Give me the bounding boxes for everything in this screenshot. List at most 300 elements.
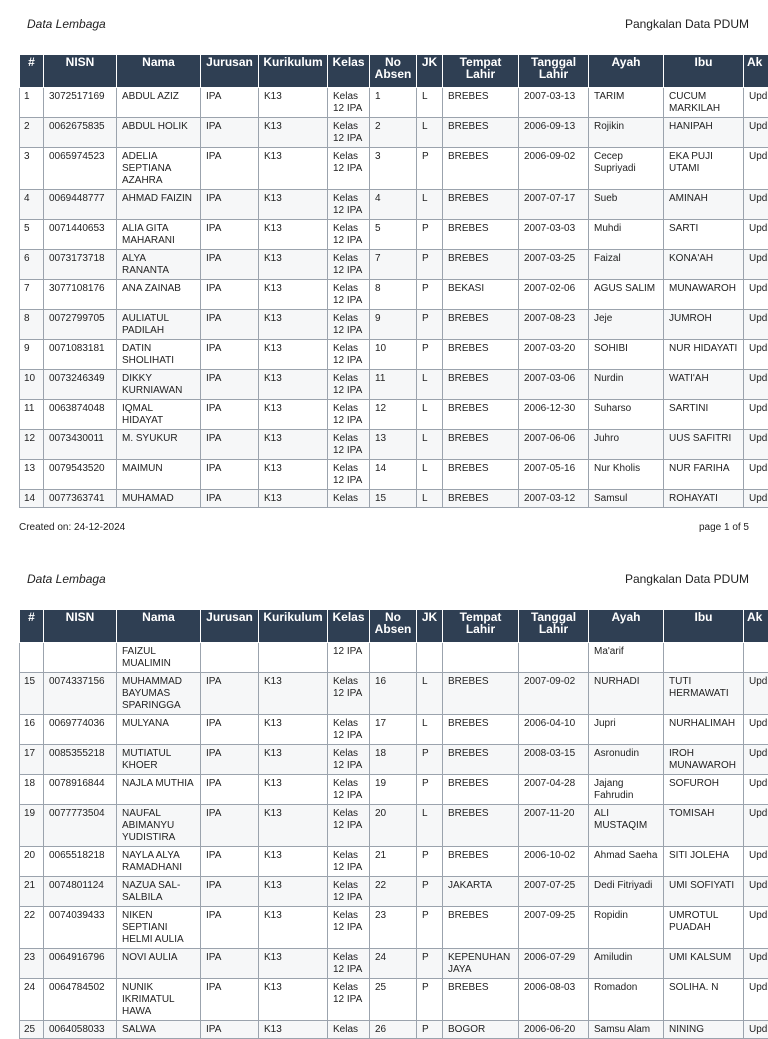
cell-kelas: Kelas 12 IPA [328, 907, 370, 949]
cell-kurikulum: K13 [259, 88, 328, 118]
cell-ak: Upd [744, 745, 768, 775]
column-header-ak: Ak [744, 610, 768, 643]
cell-no: 16 [20, 715, 44, 745]
table-row [20, 775, 768, 805]
cell-jurusan: IPA [201, 460, 259, 490]
cell-ibu: SOFUROH [664, 775, 744, 805]
cell-tempat-lahir: KEPENUHAN JAYA [443, 949, 519, 979]
cell-nisn: 0073173718 [44, 250, 117, 280]
cell-nama: SALWA [117, 1021, 201, 1039]
cell-ak: Upd [744, 310, 768, 340]
cell-jurusan [201, 643, 259, 673]
cell-kurikulum: K13 [259, 400, 328, 430]
cell-no-absen: 20 [370, 805, 417, 847]
cell-nama: DATIN SHOLIHATI [117, 340, 201, 370]
cell-tanggal-lahir: 2006-06-20 [519, 1021, 589, 1039]
cell-jk: P [417, 877, 443, 907]
cell-nisn: 0064784502 [44, 979, 117, 1021]
cell-ibu: UMI KALSUM [664, 949, 744, 979]
cell-jk: P [417, 847, 443, 877]
cell-ak: Upd [744, 340, 768, 370]
cell-tempat-lahir [443, 643, 519, 673]
cell-nisn: 0071440653 [44, 220, 117, 250]
cell-tanggal-lahir: 2007-09-25 [519, 907, 589, 949]
cell-jk: P [417, 340, 443, 370]
table-row [20, 745, 768, 775]
cell-tanggal-lahir: 2007-09-02 [519, 673, 589, 715]
cell-ibu: UMROTUL PUADAH [664, 907, 744, 949]
cell-ayah: Ropidin [589, 907, 664, 949]
cell-nama: DIKKY KURNIAWAN [117, 370, 201, 400]
cell-ak: Upd [744, 148, 768, 190]
cell-tempat-lahir: BREBES [443, 88, 519, 118]
cell-ak: Upd [744, 877, 768, 907]
cell-jurusan: IPA [201, 430, 259, 460]
cell-tempat-lahir: BREBES [443, 190, 519, 220]
cell-tanggal-lahir: 2007-02-06 [519, 280, 589, 310]
table-row [20, 877, 768, 907]
table-row [20, 280, 768, 310]
cell-no-absen: 22 [370, 877, 417, 907]
cell-tempat-lahir: BREBES [443, 250, 519, 280]
cell-kelas: Kelas 12 IPA [328, 370, 370, 400]
cell-no-absen: 3 [370, 148, 417, 190]
cell-jurusan: IPA [201, 907, 259, 949]
cell-tanggal-lahir: 2007-03-20 [519, 340, 589, 370]
cell-no: 5 [20, 220, 44, 250]
cell-no-absen: 12 [370, 400, 417, 430]
cell-ak: Upd [744, 1021, 768, 1039]
cell-nama: MUHAMMAD BAYUMAS SPARINGGA [117, 673, 201, 715]
cell-ayah: TARIM [589, 88, 664, 118]
cell-tanggal-lahir: 2008-03-15 [519, 745, 589, 775]
cell-ibu: UMI SOFIYATI [664, 877, 744, 907]
cell-no: 6 [20, 250, 44, 280]
cell-tanggal-lahir: 2007-04-28 [519, 775, 589, 805]
column-header-nisn: NISN [44, 610, 117, 643]
cell-nama: NOVI AULIA [117, 949, 201, 979]
cell-nisn: 0085355218 [44, 745, 117, 775]
column-header-ayah: Ayah [589, 610, 664, 643]
table-row [20, 220, 768, 250]
cell-jurusan: IPA [201, 745, 259, 775]
column-header-no: # [20, 610, 44, 643]
cell-nama: MUHAMAD [117, 490, 201, 508]
column-header-nama: Nama [117, 610, 201, 643]
cell-jk: L [417, 715, 443, 745]
cell-jk: P [417, 949, 443, 979]
cell-jk: L [417, 460, 443, 490]
table-row [20, 847, 768, 877]
cell-nama: AHMAD FAIZIN [117, 190, 201, 220]
column-header-no-absen: No Absen [370, 610, 417, 643]
cell-ibu: EKA PUJI UTAMI [664, 148, 744, 190]
cell-ibu: WATI'AH [664, 370, 744, 400]
cell-no-absen: 7 [370, 250, 417, 280]
cell-tanggal-lahir: 2007-08-23 [519, 310, 589, 340]
cell-ak: Upd [744, 490, 768, 508]
cell-tempat-lahir: BREBES [443, 400, 519, 430]
cell-ayah: SOHIBI [589, 340, 664, 370]
cell-nisn: 3077108176 [44, 280, 117, 310]
table-row [20, 490, 768, 508]
cell-nama: ABDUL HOLIK [117, 118, 201, 148]
cell-jk: P [417, 907, 443, 949]
cell-kurikulum: K13 [259, 979, 328, 1021]
cell-nama: M. SYUKUR [117, 430, 201, 460]
cell-no: 8 [20, 310, 44, 340]
cell-jk: P [417, 220, 443, 250]
cell-jk: L [417, 370, 443, 400]
cell-jurusan: IPA [201, 805, 259, 847]
cell-ayah: AGUS SALIM [589, 280, 664, 310]
cell-nama: MULYANA [117, 715, 201, 745]
cell-tanggal-lahir: 2007-03-13 [519, 88, 589, 118]
cell-ak: Upd [744, 949, 768, 979]
cell-nisn: 0071083181 [44, 340, 117, 370]
cell-ibu: UUS SAFITRI [664, 430, 744, 460]
header-row [20, 55, 768, 88]
cell-kelas: Kelas 12 IPA [328, 430, 370, 460]
cell-no: 9 [20, 340, 44, 370]
cell-no-absen: 1 [370, 88, 417, 118]
table-row [20, 340, 768, 370]
cell-nama: NUNIK IKRIMATUL HAWA [117, 979, 201, 1021]
cell-tanggal-lahir: 2007-03-06 [519, 370, 589, 400]
cell-tanggal-lahir: 2006-08-03 [519, 979, 589, 1021]
cell-ibu: NINING [664, 1021, 744, 1039]
cell-tempat-lahir: BREBES [443, 775, 519, 805]
cell-jk: P [417, 280, 443, 310]
cell-ibu: TUTI HERMAWATI [664, 673, 744, 715]
cell-ibu: SOLIHA. N [664, 979, 744, 1021]
cell-no: 10 [20, 370, 44, 400]
cell-tempat-lahir: BREBES [443, 118, 519, 148]
cell-jurusan: IPA [201, 220, 259, 250]
cell-nisn: 3072517169 [44, 88, 117, 118]
cell-ak: Upd [744, 88, 768, 118]
column-header-ak: Ak [744, 55, 768, 88]
cell-nisn: 0069774036 [44, 715, 117, 745]
table-row [20, 643, 768, 673]
cell-jurusan: IPA [201, 775, 259, 805]
cell-ak [744, 643, 768, 673]
cell-ibu: SARTI [664, 220, 744, 250]
cell-no: 11 [20, 400, 44, 430]
cell-kelas: Kelas 12 IPA [328, 673, 370, 715]
cell-tanggal-lahir: 2007-03-03 [519, 220, 589, 250]
cell-ayah: Jajang Fahrudin [589, 775, 664, 805]
cell-jk: P [417, 979, 443, 1021]
cell-tempat-lahir: BREBES [443, 340, 519, 370]
cell-ibu: KONA'AH [664, 250, 744, 280]
table-row [20, 1021, 768, 1039]
table-row [20, 979, 768, 1021]
cell-kurikulum [259, 643, 328, 673]
cell-kelas: Kelas 12 IPA [328, 979, 370, 1021]
cell-kurikulum: K13 [259, 118, 328, 148]
cell-ak: Upd [744, 847, 768, 877]
cell-tanggal-lahir: 2006-04-10 [519, 715, 589, 745]
cell-nisn [44, 643, 117, 673]
cell-ak: Upd [744, 250, 768, 280]
cell-nisn: 0069448777 [44, 190, 117, 220]
column-header-kelas: Kelas [328, 55, 370, 88]
cell-kelas: Kelas 12 IPA [328, 847, 370, 877]
cell-ayah: Faizal [589, 250, 664, 280]
table-row [20, 805, 768, 847]
cell-tempat-lahir: BREBES [443, 673, 519, 715]
column-header-jk: JK [417, 610, 443, 643]
cell-tempat-lahir: BEKASI [443, 280, 519, 310]
cell-kurikulum: K13 [259, 775, 328, 805]
cell-no: 3 [20, 148, 44, 190]
cell-tanggal-lahir: 2007-03-12 [519, 490, 589, 508]
cell-no-absen: 11 [370, 370, 417, 400]
cell-kurikulum: K13 [259, 370, 328, 400]
cell-kurikulum: K13 [259, 460, 328, 490]
cell-nama: NAYLA ALYA RAMADHANI [117, 847, 201, 877]
cell-no: 14 [20, 490, 44, 508]
cell-jurusan: IPA [201, 148, 259, 190]
cell-nisn: 0065974523 [44, 148, 117, 190]
cell-ayah: Romadon [589, 979, 664, 1021]
cell-nama: ALIA GITA MAHARANI [117, 220, 201, 250]
cell-nisn: 0062675835 [44, 118, 117, 148]
cell-nama: ALYA RANANTA [117, 250, 201, 280]
cell-nama: MUTIATUL KHOER [117, 745, 201, 775]
cell-kurikulum: K13 [259, 847, 328, 877]
cell-jurusan: IPA [201, 190, 259, 220]
cell-jurusan: IPA [201, 979, 259, 1021]
cell-nama: NAZUA SAL-SALBILA [117, 877, 201, 907]
cell-no-absen: 15 [370, 490, 417, 508]
cell-ayah: ALI MUSTAQIM [589, 805, 664, 847]
cell-no-absen: 25 [370, 979, 417, 1021]
cell-ak: Upd [744, 280, 768, 310]
student-table [19, 54, 768, 508]
table-row [20, 673, 768, 715]
cell-ibu: NURHALIMAH [664, 715, 744, 745]
cell-ayah: Ma'arif [589, 643, 664, 673]
cell-no-absen: 17 [370, 715, 417, 745]
cell-jk: P [417, 148, 443, 190]
cell-tanggal-lahir: 2007-05-16 [519, 460, 589, 490]
cell-ibu: SITI JOLEHA [664, 847, 744, 877]
cell-ayah: Suharso [589, 400, 664, 430]
cell-nisn: 0074039433 [44, 907, 117, 949]
cell-no-absen [370, 643, 417, 673]
cell-kurikulum: K13 [259, 310, 328, 340]
cell-no-absen: 19 [370, 775, 417, 805]
table-row [20, 118, 768, 148]
table-row [20, 715, 768, 745]
report-page [0, 555, 768, 1039]
cell-nisn: 0073430011 [44, 430, 117, 460]
cell-nama: NAUFAL ABIMANYU YUDISTIRA [117, 805, 201, 847]
cell-ibu: NUR HIDAYATI [664, 340, 744, 370]
column-header-kurikulum: Kurikulum [259, 55, 328, 88]
cell-nisn: 0072799705 [44, 310, 117, 340]
cell-nisn: 0073246349 [44, 370, 117, 400]
table-row [20, 907, 768, 949]
cell-ak: Upd [744, 370, 768, 400]
cell-kurikulum: K13 [259, 805, 328, 847]
cell-no-absen: 16 [370, 673, 417, 715]
cell-ak: Upd [744, 715, 768, 745]
cell-tempat-lahir: JAKARTA [443, 877, 519, 907]
cell-kurikulum: K13 [259, 715, 328, 745]
cell-tanggal-lahir: 2006-07-29 [519, 949, 589, 979]
cell-jk: P [417, 1021, 443, 1039]
cell-ak: Upd [744, 220, 768, 250]
cell-kurikulum: K13 [259, 430, 328, 460]
cell-jk: L [417, 805, 443, 847]
cell-ayah: Rojikin [589, 118, 664, 148]
cell-ibu: IROH MUNAWAROH [664, 745, 744, 775]
cell-no: 23 [20, 949, 44, 979]
cell-tempat-lahir: BREBES [443, 310, 519, 340]
cell-ibu: CUCUM MARKILAH [664, 88, 744, 118]
cell-nama: AULIATUL PADILAH [117, 310, 201, 340]
cell-tempat-lahir: BREBES [443, 490, 519, 508]
cell-nisn: 0064916796 [44, 949, 117, 979]
cell-kelas: Kelas 12 IPA [328, 745, 370, 775]
cell-kurikulum: K13 [259, 949, 328, 979]
table-row [20, 148, 768, 190]
cell-kurikulum: K13 [259, 907, 328, 949]
document-brand: Pangkalan Data PDUM [625, 17, 749, 31]
cell-ibu: ROHAYATI [664, 490, 744, 508]
cell-nisn: 0064058033 [44, 1021, 117, 1039]
cell-jurusan: IPA [201, 340, 259, 370]
cell-jurusan: IPA [201, 400, 259, 430]
cell-ibu: NUR FARIHA [664, 460, 744, 490]
cell-kelas: 12 IPA [328, 643, 370, 673]
cell-kelas: Kelas 12 IPA [328, 88, 370, 118]
table-row [20, 460, 768, 490]
page-footer [0, 508, 768, 555]
cell-ibu: HANIPAH [664, 118, 744, 148]
column-header-ayah: Ayah [589, 55, 664, 88]
cell-ibu: AMINAH [664, 190, 744, 220]
cell-tempat-lahir: BOGOR [443, 1021, 519, 1039]
cell-jurusan: IPA [201, 490, 259, 508]
cell-ayah: Juhro [589, 430, 664, 460]
cell-kurikulum: K13 [259, 745, 328, 775]
cell-no: 22 [20, 907, 44, 949]
cell-no: 15 [20, 673, 44, 715]
cell-ibu: JUMROH [664, 310, 744, 340]
cell-kelas: Kelas 12 IPA [328, 280, 370, 310]
cell-tempat-lahir: BREBES [443, 220, 519, 250]
cell-kelas: Kelas 12 IPA [328, 340, 370, 370]
cell-tanggal-lahir: 2007-07-25 [519, 877, 589, 907]
cell-no: 13 [20, 460, 44, 490]
cell-tanggal-lahir: 2007-07-17 [519, 190, 589, 220]
cell-jk [417, 643, 443, 673]
cell-kelas: Kelas 12 IPA [328, 220, 370, 250]
column-header-tempat-lahir: Tempat Lahir [443, 610, 519, 643]
cell-tanggal-lahir [519, 643, 589, 673]
cell-nama: NAJLA MUTHIA [117, 775, 201, 805]
cell-nisn: 0074801124 [44, 877, 117, 907]
cell-no-absen: 18 [370, 745, 417, 775]
cell-ak: Upd [744, 430, 768, 460]
cell-jk: L [417, 88, 443, 118]
cell-jurusan: IPA [201, 88, 259, 118]
cell-kelas: Kelas 12 IPA [328, 715, 370, 745]
column-header-ibu: Ibu [664, 610, 744, 643]
cell-no-absen: 26 [370, 1021, 417, 1039]
cell-tempat-lahir: BREBES [443, 805, 519, 847]
column-header-jurusan: Jurusan [201, 55, 259, 88]
cell-jurusan: IPA [201, 847, 259, 877]
table-row [20, 430, 768, 460]
cell-nama: ADELIA SEPTIANA AZAHRA [117, 148, 201, 190]
cell-kelas: Kelas 12 IPA [328, 805, 370, 847]
cell-ak: Upd [744, 673, 768, 715]
column-header-tanggal-lahir: Tanggal Lahir [519, 55, 589, 88]
cell-jk: L [417, 190, 443, 220]
cell-no-absen: 2 [370, 118, 417, 148]
cell-ayah: Jeje [589, 310, 664, 340]
cell-jk: L [417, 400, 443, 430]
table-row [20, 400, 768, 430]
cell-jk: L [417, 673, 443, 715]
cell-nisn: 0079543520 [44, 460, 117, 490]
cell-no: 1 [20, 88, 44, 118]
cell-ayah: Dedi Fitriyadi [589, 877, 664, 907]
column-header-tempat-lahir: Tempat Lahir [443, 55, 519, 88]
cell-kelas: Kelas 12 IPA [328, 400, 370, 430]
cell-ak: Upd [744, 979, 768, 1021]
cell-no-absen: 9 [370, 310, 417, 340]
cell-kelas: Kelas 12 IPA [328, 148, 370, 190]
cell-nama: NIKEN SEPTIANI HELMI AULIA [117, 907, 201, 949]
table-row [20, 88, 768, 118]
cell-ayah: Cecep Supriyadi [589, 148, 664, 190]
cell-no-absen: 13 [370, 430, 417, 460]
cell-tanggal-lahir: 2007-11-20 [519, 805, 589, 847]
cell-ibu: TOMISAH [664, 805, 744, 847]
column-header-nama: Nama [117, 55, 201, 88]
cell-nisn: 0077363741 [44, 490, 117, 508]
document-title: Data Lembaga [27, 17, 106, 31]
cell-kurikulum: K13 [259, 877, 328, 907]
cell-no: 24 [20, 979, 44, 1021]
cell-ibu: MUNAWAROH [664, 280, 744, 310]
cell-nisn: 0077773504 [44, 805, 117, 847]
cell-tempat-lahir: BREBES [443, 745, 519, 775]
cell-tempat-lahir: BREBES [443, 907, 519, 949]
cell-tempat-lahir: BREBES [443, 715, 519, 745]
cell-jurusan: IPA [201, 250, 259, 280]
cell-tempat-lahir: BREBES [443, 430, 519, 460]
cell-jk: P [417, 745, 443, 775]
cell-kelas: Kelas 12 IPA [328, 118, 370, 148]
cell-ayah: Jupri [589, 715, 664, 745]
cell-tempat-lahir: BREBES [443, 148, 519, 190]
cell-ibu: SARTINI [664, 400, 744, 430]
header-row [20, 610, 768, 643]
cell-ayah: Samsu Alam [589, 1021, 664, 1039]
cell-ayah: Samsul [589, 490, 664, 508]
document-brand: Pangkalan Data PDUM [625, 572, 749, 586]
cell-jurusan: IPA [201, 118, 259, 148]
cell-no-absen: 4 [370, 190, 417, 220]
table-row [20, 190, 768, 220]
